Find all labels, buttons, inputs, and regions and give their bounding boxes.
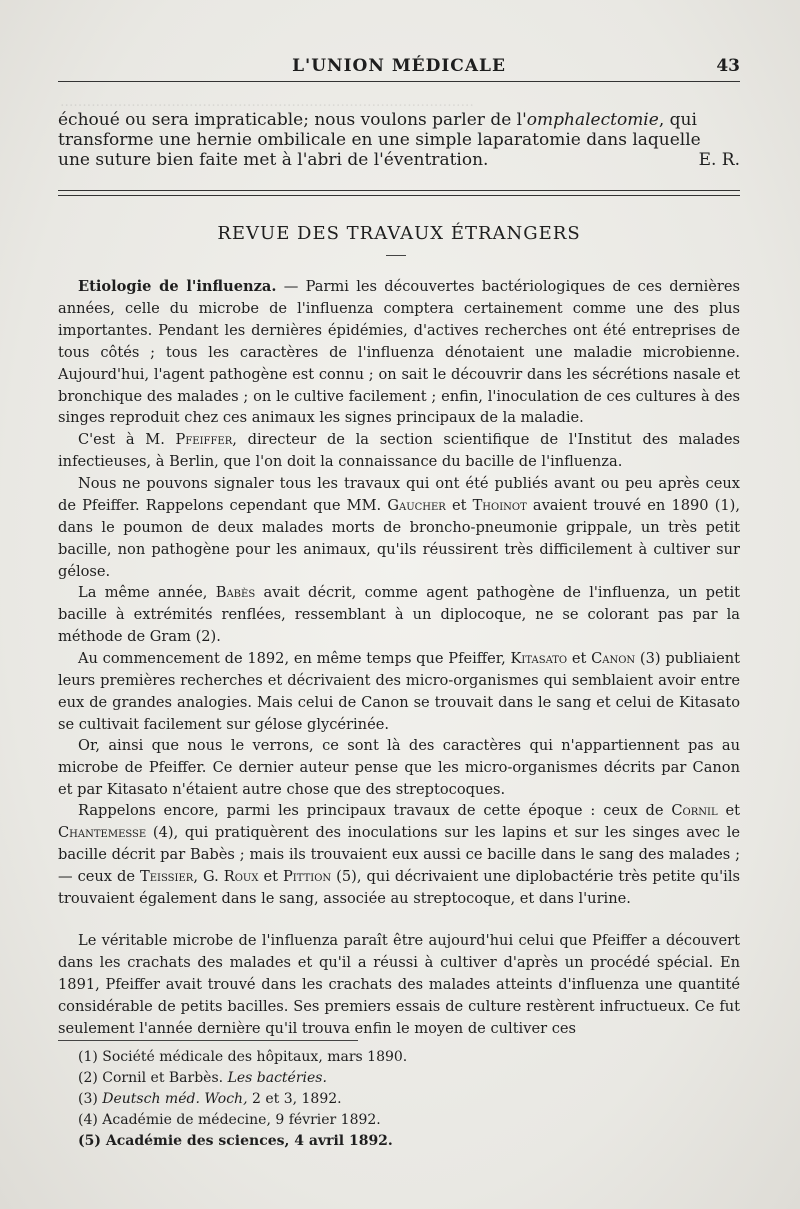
paragraph-text: Nous ne pouvons signaler tous les travaux qui ont été publiés avant ou peu après ceux de Pfeiffer. Rappelons cependant que MM. bbox=[58, 475, 740, 514]
title-dash bbox=[386, 255, 406, 256]
author-name: Teissier bbox=[140, 867, 194, 885]
author-name: Gaucher bbox=[387, 496, 446, 514]
paragraph-text: Or, ainsi que nous le verrons, ce sont là des caractères qui n'appartiennent pas au microbe de Pfeiffer. Ce dernier auteur pense que les micro-organismes décrits par Canon et par Kitasato n'étaient autre chose que des streptocoques. bbox=[58, 737, 740, 798]
paragraph-text: — Parmi les découvertes bactériologiques de ces dernières années, celle du microbe de l'influenza comptera certainement comme une des plus importantes. Pendant les dernières épidémies, d'actives recherches ont été entreprises de tous côtés ; tous les caractères de l'influenza dénotaient une maladie microbienne. Aujourd'hui, l'agent pathogène est connu ; on sait le découvrir dans les sécrétions nasale et bronchique des malades ; on le cultive facilement ; enfin, l'inoculation de ces cultures à des singes reproduit chez ces animaux les signes principaux de la maladie. bbox=[58, 278, 741, 427]
journal-title: L'UNION MÉDICALE bbox=[292, 56, 506, 76]
paragraph-text: , directeur de la section scientifique de l'Institut des malades infectieuses, à Berlin, que l'on doit la connaissance du bacille de l'influenza. bbox=[58, 431, 741, 470]
footnote-title: Deutsch méd. Woch, bbox=[102, 1091, 248, 1107]
paragraph-pfeiffer bbox=[58, 429, 740, 473]
author-name: Chantemesse bbox=[58, 823, 147, 841]
footnote-text: 2 et 3, 1892. bbox=[247, 1091, 342, 1107]
section-rule-top bbox=[58, 190, 740, 191]
intro-line1-b: , qui bbox=[658, 110, 697, 130]
footnotes bbox=[78, 1047, 578, 1152]
paragraph-babes bbox=[58, 582, 740, 648]
paragraph-text: et bbox=[717, 802, 740, 819]
intro-line1-a: échoué ou sera impraticable; nous voulons parler de l' bbox=[58, 110, 527, 130]
paragraph-cornil bbox=[58, 800, 740, 910]
paragraph-text: Au commencement de 1892, en même temps que Pfeiffer, bbox=[78, 650, 511, 667]
footnote-4: (4) Académie de médecine, 9 février 1892. bbox=[78, 1112, 381, 1128]
paragraph-text: et bbox=[445, 496, 473, 514]
author-name: Babès bbox=[215, 584, 256, 601]
intro-line2: transforme une hernie ombilicale en une simple laparatomie dans laquelle bbox=[58, 130, 701, 150]
paragraph-text: C'est à M. bbox=[78, 431, 176, 448]
paragraph-lead: Etiologie de l'influenza. bbox=[78, 278, 277, 295]
paragraph-text: (4), qui pratiquèrent des inoculations sur les lapins et sur les singes avec le bacille décrit par Babès ; mais ils trouvaient eux aussi ce bacille dans le sang des malades ; — ceux de bbox=[58, 823, 740, 885]
paragraph-pfeiffer-culture bbox=[58, 930, 740, 1040]
footnote-1: (1) Société médicale des hôpitaux, mars 1890. bbox=[78, 1049, 408, 1065]
paragraph-text: avaient trouvé en 1890 (1), dans le poumon de deux malades morts de broncho-pneumonie grippale, un très petit bacille, non pathogène pour les animaux, qu'ils réussirent très difficilement à cultiver sur gélose. bbox=[58, 496, 741, 580]
paragraph-text: avait décrit, comme agent pathogène de l'influenza, un petit bacille à extrémités renflées, ressemblant à un diplocoque, ne se colorant pas par la méthode de Gram (2). bbox=[58, 584, 740, 645]
running-header bbox=[58, 56, 740, 80]
footnote-5: (5) Académie des sciences, 4 avril 1892. bbox=[78, 1133, 393, 1149]
paragraph-text: (5), qui décrivaient une diplobactérie très petite qu'ils trouvaient également dans le sang, associée au streptocoque, et dans l'urine. bbox=[58, 867, 740, 907]
paragraph-streptocoques bbox=[58, 735, 740, 801]
author-name: Pittion bbox=[282, 867, 332, 885]
footnote-text: (2) Cornil et Barbès. bbox=[78, 1070, 228, 1086]
author-name: Pfeiffer bbox=[175, 431, 233, 448]
page-number: 43 bbox=[716, 56, 740, 76]
header-rule bbox=[58, 81, 740, 82]
author-name: Kitasato bbox=[510, 650, 568, 667]
intro-line3: une suture bien faite met à l'abri de l'éventration. bbox=[58, 150, 489, 170]
author-name: Thoinot bbox=[472, 496, 527, 514]
intro-signature: E. R. bbox=[698, 150, 740, 170]
intro-paragraph bbox=[58, 110, 740, 170]
author-name: Canon bbox=[591, 650, 636, 667]
paragraph-etiologie bbox=[58, 276, 740, 429]
paragraph-text: (3) publiaient leurs premières recherches et décrivaient des micro-organismes qui semblaient avoir entre eux de grandes analogies. Mais celui de Canon se trouvait dans le sang et celui de Kitasato se cultivait facilement sur gélose glycérinée. bbox=[58, 650, 740, 733]
intro-line1-emphasis: omphalectomie bbox=[526, 110, 659, 130]
paragraph-text: et bbox=[567, 650, 592, 667]
paragraph-gaucher bbox=[58, 473, 740, 583]
section-rule-bottom bbox=[58, 195, 740, 196]
bleed-through-text: ····························································································· bbox=[60, 98, 474, 114]
footnote-title: Les bactéries. bbox=[227, 1070, 327, 1086]
footnote-rule bbox=[58, 1040, 358, 1041]
paragraph-text: et bbox=[258, 867, 283, 885]
footnote-3 bbox=[78, 1089, 578, 1110]
paragraph-text: La même année, bbox=[78, 584, 216, 601]
paragraph-text: , G. bbox=[193, 867, 224, 885]
section-title: REVUE DES TRAVAUX ÉTRANGERS bbox=[217, 223, 581, 244]
author-name: Cornil bbox=[671, 802, 718, 819]
paragraph-text: Rappelons encore, parmi les principaux travaux de cette époque : ceux de bbox=[78, 802, 672, 819]
author-name: Roux bbox=[223, 867, 259, 885]
footnote-text: (3) bbox=[78, 1091, 103, 1107]
paragraph-text: Le véritable microbe de l'influenza paraît être aujourd'hui celui que Pfeiffer a découvert dans les crachats des malades et qu'il a réussi à cultiver d'après un procédé spécial. En 1891, Pfeiffer avait trouvé dans les crachats des malades atteints d'influenza une quantité considérable de petits bacilles. Ses premiers essais de culture restèrent infructueux. Ce fut seulement l'année dernière qu'il trouva enfin le moyen de cultiver ces bbox=[58, 932, 740, 1037]
footnote-2 bbox=[78, 1068, 578, 1089]
paragraph-kitasato bbox=[58, 648, 740, 736]
